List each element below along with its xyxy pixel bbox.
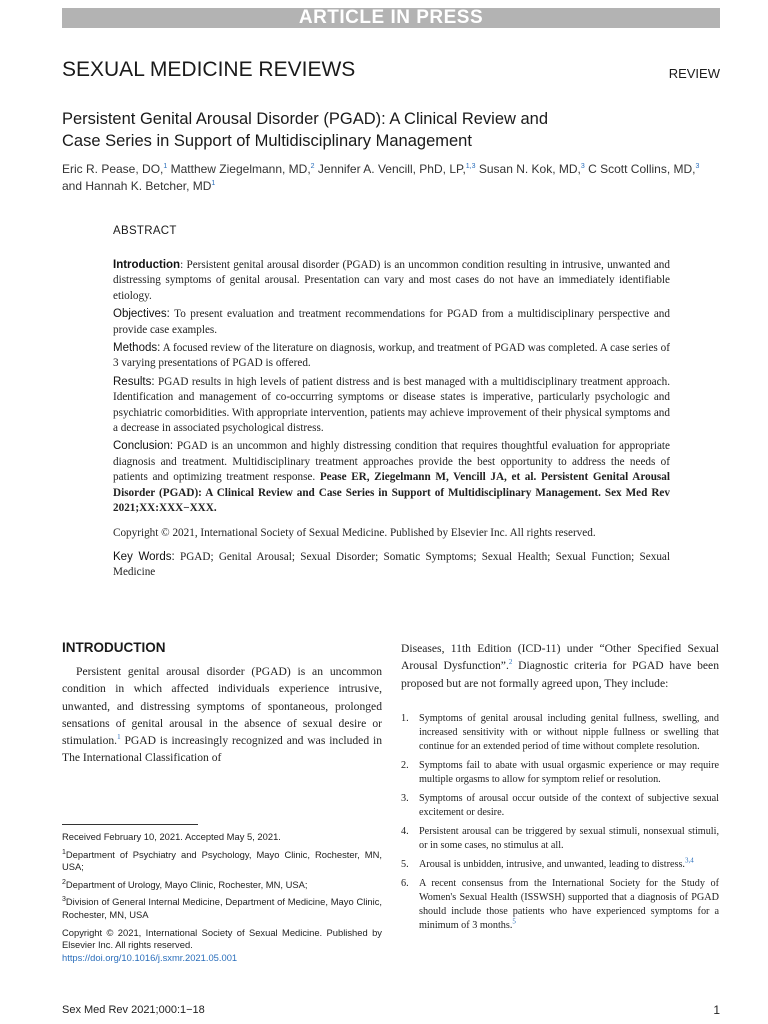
footnotes [62,831,382,969]
author-name: Susan N. Kok, MD, [475,162,581,176]
article-title-line-1: Persistent Genital Arousal Disorder (PGAD): A Clinical Review and [62,110,549,128]
article-in-press-banner: ARTICLE IN PRESS [62,8,720,28]
author-affiliation-link[interactable]: 1 [211,180,216,187]
list-text [419,792,719,820]
criterion-text: Symptoms of genital arousal including genital fullness, swelling, and increased sensitivity with or without nipple fullness or swelling that continue for an extended period of time without complete resolution. [419,712,719,752]
abstract-copyright: Copyright © 2021, International Society of Sexual Medicine. Published by Elsevier Inc. All rights reserved. [113,526,596,539]
affiliation-number: 2 [62,878,66,886]
abstract-label: Methods: [113,342,161,355]
affiliation-number: 3 [62,896,66,904]
doi-link[interactable]: https://doi.org/10.1016/j.sxmr.2021.05.001 [62,951,238,963]
article-title [62,108,702,152]
reference-link[interactable]: 3,4 [684,856,694,865]
keywords-text: PGAD; Genital Arousal; Sexual Disorder; Somatic Symptoms; Sexual Health; Sexual Function; Sexual Medicine [113,550,670,579]
author-list [62,161,722,195]
author-name: C Scott Collins, MD, [584,162,696,176]
list-text [419,825,719,853]
paragraph-text: Persistent genital arousal disorder (PGAD) is an uncommon condition in which affected individuals experience intrusive, unwanted, and distressing symptoms of spontaneous, prolonged sensations of genital arousal in the absence of sexual desire or stimulation. [62,665,382,748]
copyright-text: Copyright © 2021, International Society of Sexual Medicine. Published by Elsevier Inc. All rights reserved. [62,926,382,951]
abstract-text: : Persistent genital arousal disorder (PGAD) is an uncommon condition resulting in intrusive, unwanted and distressing symptoms of genital arousal. Presentation can vary and most cases do not have an immediately identifiable etiology. [113,259,670,302]
criterion-text: Symptoms of arousal occur outside of the context of subjective sexual excitement or desire. [419,792,719,818]
received-dates: Received February 10, 2021. Accepted May 5, 2021. [62,831,281,842]
paragraph-text: Diagnostic criteria for PGAD have been proposed but are not formally agreed upon, They include: [401,659,719,690]
author-name: Jennifer A. Vencill, PhD, LP, [314,162,466,176]
criterion-text: Symptoms fail to abate with usual orgasmic experience or may require multiple orgasms to allow for symptom relief or resolution. [419,759,719,785]
affiliation-3 [62,896,382,921]
list-text [419,877,719,933]
list-number: 5. [401,858,409,870]
list-text [419,759,719,787]
affiliation-text: Division of General Internal Medicine, Department of Medicine, Mayo Clinic, Rochester, MN, USA [62,896,382,920]
introduction-paragraph-continued [401,640,719,692]
reference-link[interactable]: 2 [508,658,513,667]
list-text [419,712,719,754]
affiliation-text: Department of Psychiatry and Psychology, Mayo Clinic, Rochester, MN, USA; [62,848,382,873]
abstract-text: PGAD is an uncommon and highly distressing condition that requires thoughtful evaluation for appropriate diagnosis and treatment. Multidisciplinary treatment approaches provide the best opportunity to address the needs of patients and optimizing treatment response. [113,440,670,484]
list-item [401,877,719,933]
list-number: 1. [401,712,409,724]
abstract-introduction [113,258,670,304]
list-text [419,858,719,872]
paragraph-text: PGAD is increasingly recognized and was included in The International Classification of [62,734,382,765]
criterion-text: A recent consensus from the International Society for the Study of Women's Sexual Health (ISSWSH) supported that a diagnosis of PGAD should include those patients who have experienced symptoms for a minimum of 3 months. [419,877,719,931]
list-number: 4. [401,825,409,837]
abstract-heading: ABSTRACT [113,225,177,237]
list-number: 2. [401,759,409,771]
abstract-text: A focused review of the literature on diagnosis, workup, and treatment of PGAD was completed. A case series of 3 varying presentations of PGAD is offered. [113,342,670,370]
author-name: Matthew Ziegelmann, MD, [167,162,311,176]
abstract-body [113,258,670,584]
list-number: 3. [401,792,409,804]
reference-link[interactable]: 1 [117,733,121,742]
paragraph-text: Diseases, 11th Edition (ICD-11) under “Other Specified Sexual Arousal Dysfunction”. [401,642,719,673]
abstract-label: Key Words: [113,550,175,563]
footer-citation: Sex Med Rev 2021;000:1−18 [62,1004,205,1016]
author-affiliation-link[interactable]: 3 [580,163,585,170]
list-item [401,792,719,820]
reference-link[interactable]: 5 [512,917,516,926]
suggested-citation: Pease ER, Ziegelmann M, Vencill JA, et al. Persistent Genital Arousal Disorder (PGAD): A Clinical Review and Case Series in Support of Multidisciplinary Management. Sex Med Rev 2021;XX:XXX−XXX. [113,471,670,515]
list-item [401,712,719,754]
list-item [401,825,719,853]
abstract-conclusion [113,439,670,516]
list-item [401,858,719,872]
abstract-results [113,375,670,437]
left-column [62,640,382,767]
article-type-label: REVIEW [668,66,720,81]
author-affiliation-link[interactable]: 1,3 [465,163,476,170]
criterion-text: Persistent arousal can be triggered by sexual stimuli, nonsexual stimuli, or in some cases, no stimulus at all. [419,825,719,851]
affiliation-1 [62,849,382,874]
affiliation-number: 1 [62,848,66,856]
abstract-keywords [113,550,670,581]
abstract-label: Conclusion: [113,440,174,453]
author-affiliation-link[interactable]: 3 [695,163,700,170]
right-column [401,640,719,938]
list-number: 6. [401,877,409,889]
author-name: and Hannah K. Betcher, MD [62,179,212,193]
affiliation-text: Department of Urology, Mayo Clinic, Rochester, MN, USA; [65,878,308,890]
footnote-divider [62,824,198,825]
abstract-methods [113,341,670,372]
criterion-text: Arousal is unbidden, intrusive, and unwanted, leading to distress. [419,858,685,870]
journal-name: SEXUAL MEDICINE REVIEWS [62,58,356,81]
abstract-text: PGAD results in high levels of patient distress and is best managed with a multidisciplinary treatment approach. Identification and management of co-occurring symptoms or disease states is imperative, particularly psychologic and psychiatric comorbidities. With appropriate intervention, patients may achieve improvement of their physical symptoms and a decrease in associated psychological distress. [113,375,670,435]
introduction-heading: INTRODUCTION [62,640,166,655]
diagnostic-criteria-list [401,712,719,933]
abstract-label: Results: [113,375,155,388]
abstract-text: To present evaluation and treatment recommendations for PGAD from a multidisciplinary perspective and provide case examples. [113,308,670,336]
footnote-copyright [62,927,382,952]
article-title-line-2: Case Series in Support of Multidisciplinary Management [62,132,472,150]
abstract-objectives [113,307,670,338]
introduction-paragraph [62,663,382,767]
page-number: 1 [713,1003,720,1017]
author-affiliation-link[interactable]: 1 [163,163,168,170]
abstract-label: Introduction [113,259,181,271]
author-affiliation-link[interactable]: 2 [310,163,315,170]
abstract-label: Objectives: [113,308,170,321]
author-name: Eric R. Pease, DO, [62,162,164,176]
list-item [401,759,719,787]
affiliation-2 [62,879,382,892]
